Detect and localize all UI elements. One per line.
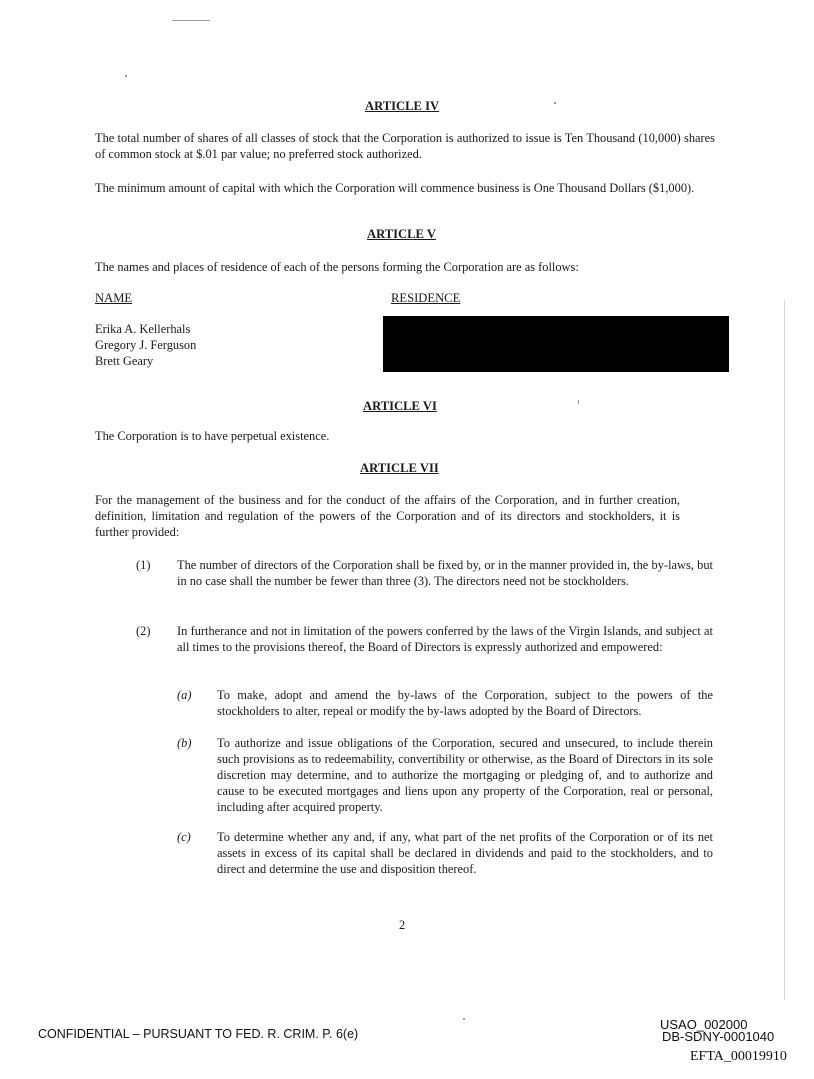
subitem-letter: (c) [177, 830, 191, 844]
usao-bates-stamp: USAO_002000 [660, 1017, 748, 1032]
article-iv-paragraph-2: The minimum amount of capital with which the Corporation will commence business is One Thousand Dollars ($1,000). [95, 181, 695, 195]
article-vii-heading: ARTICLE VII [360, 461, 439, 475]
scan-speck [554, 102, 556, 104]
confidential-notice: CONFIDENTIAL – PURSUANT TO FED. R. CRIM. P. 6(e) [38, 1027, 359, 1041]
article-vii-intro: For the management of the business and for the conduct of the affairs of the Corporation, and in further creation, definition, limitation and regulation of the powers of the Corporation and of its directors and stockholders, it is further provided: [95, 493, 680, 539]
subitem-letter: (a) [177, 688, 192, 702]
scan-speck [578, 400, 579, 404]
article-v-intro: The names and places of residence of each of the persons forming the Corporation are as follows: [95, 260, 579, 274]
article-vii-item-1: The number of directors of the Corporation shall be fixed by, or in the manner provided in, the by-laws, but in no case shall the number be fewer than three (3). The directors need not be stockholders. [177, 558, 713, 588]
incorporator-name: Erika A. Kellerhals [95, 322, 191, 336]
incorporator-name: Gregory J. Ferguson [95, 338, 197, 352]
efta-identifier: EFTA_00019910 [690, 1049, 787, 1064]
item-number: (1) [136, 558, 151, 572]
article-vii-subitem-a: To make, adopt and amend the by-laws of the Corporation, subject to the powers of the stockholders to alter, repeal or modify the by-laws adopted by the Board of Directors. [217, 688, 713, 718]
name-column-header: NAME [95, 291, 133, 305]
article-vii-item-2: In furtherance and not in limitation of the powers conferred by the laws of the Virgin Islands, and subject at all times to the provisions thereof, the Board of Directors is expressly authorized and empowered: [177, 624, 713, 654]
article-vii-subitem-b: To authorize and issue obligations of the Corporation, secured and unsecured, to include therein such provisions as to redeemability, convertibility or otherwise, as the Board of Directors in its sole discretion may determine, and to authorize the mortgaging or pledging of, and to authorize and cause to be executed mortgages and liens upon any property of the Corporation, real or personal, including after acquired property. [217, 736, 713, 814]
article-vi-text: The Corporation is to have perpetual existence. [95, 429, 330, 443]
item-number: (2) [136, 624, 151, 638]
scan-speck [463, 1018, 465, 1020]
article-iv-heading: ARTICLE IV [365, 99, 440, 113]
incorporator-name: Brett Geary [95, 354, 154, 368]
article-vi-heading: ARTICLE VI [363, 399, 437, 413]
sdny-bates-stamp: DB-SDNY-0001040 [662, 1029, 775, 1044]
subitem-letter: (b) [177, 736, 192, 750]
page-number: 2 [399, 918, 406, 932]
scan-speck [784, 300, 785, 1000]
scan-speck [125, 75, 127, 77]
residence-redaction-block [383, 316, 729, 372]
article-iv-paragraph-1: The total number of shares of all classes of stock that the Corporation is authorized to issue is Ten Thousand (10,000) shares of common stock at $.01 par value; no preferred stock authorized. [95, 131, 715, 161]
residence-column-header: RESIDENCE [391, 291, 461, 305]
article-vii-subitem-c: To determine whether any and, if any, what part of the net profits of the Corporation or of its net assets in excess of its capital shall be declared in dividends and paid to the stockholders, and to direct and determine the use and disposition thereof. [217, 830, 713, 876]
scan-speck [172, 20, 210, 21]
article-v-heading: ARTICLE V [367, 227, 436, 241]
